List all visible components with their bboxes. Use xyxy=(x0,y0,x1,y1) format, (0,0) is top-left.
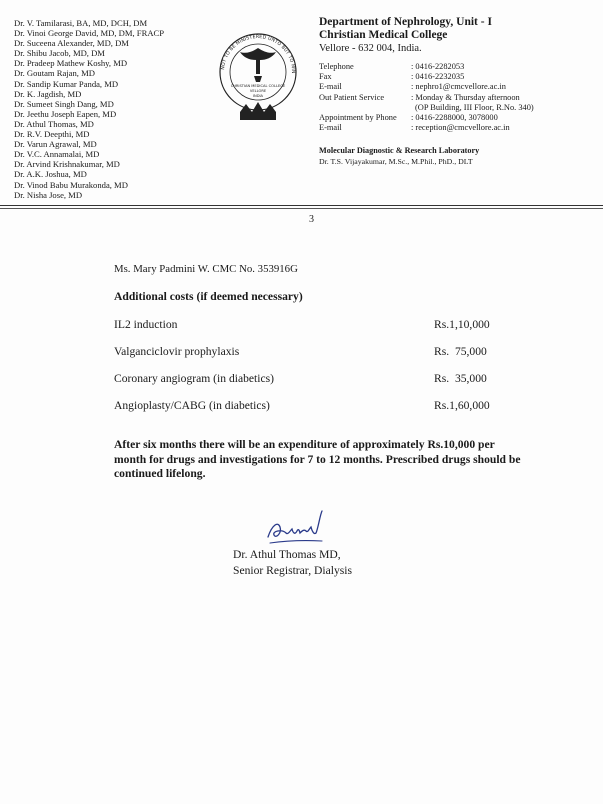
contact-row xyxy=(319,82,534,92)
contact-label xyxy=(319,103,411,113)
contact-row xyxy=(319,72,534,82)
patient-line: Ms. Mary Padmini W. CMC No. 353916G xyxy=(114,263,298,275)
doctor-name: Dr. V.C. Annamalai, MD xyxy=(14,149,100,160)
dove-icon xyxy=(240,48,276,74)
college-name: Christian Medical College xyxy=(319,29,448,41)
doctor-name: Dr. Arvind Krishnakumar, MD xyxy=(14,159,120,170)
doctor-name: Dr. Goutam Rajan, MD xyxy=(14,68,95,79)
contact-label: Appointment by Phone xyxy=(319,113,397,123)
crest-motto: NOT TO BE MINISTERED UNTO BUT TO MIN xyxy=(221,34,296,74)
doctors-list xyxy=(14,18,164,200)
header-divider xyxy=(0,205,603,206)
contact-row xyxy=(319,93,534,103)
signature-image xyxy=(262,507,336,547)
doctor-name: Dr. A.K. Joshua, MD xyxy=(14,169,87,180)
contact-row xyxy=(319,62,534,72)
doctor-name: Dr. Sandip Kumar Panda, MD xyxy=(14,78,119,89)
doctor-name: Dr. Athul Thomas, MD xyxy=(14,118,94,129)
contact-value: : 0416-2232035 xyxy=(411,72,465,82)
college-address: Vellore - 632 004, India. xyxy=(319,43,422,54)
doctor-name: Dr. Shibu Jacob, MD, DM xyxy=(14,48,105,59)
contact-value: : 0416-2282053 xyxy=(411,62,465,71)
department-name: Department of Nephrology, Unit - I xyxy=(319,16,492,28)
crest-text-country: INDIA xyxy=(252,94,264,98)
contact-row xyxy=(319,123,534,133)
contact-value: : Monday & Thursday afternoon xyxy=(411,92,520,102)
contact-row xyxy=(319,113,534,123)
contact-value: : nephro1@cmcvellore.ac.in xyxy=(411,82,506,92)
doctor-name: Dr. K. Jagdish, MD xyxy=(14,88,82,99)
contact-row xyxy=(319,103,534,113)
doctor-name: Dr. Vinoi George David, MD, DM, FRACP xyxy=(14,28,165,39)
crown-icon xyxy=(240,102,276,120)
doctor-name: Dr. V. Tamilarasi, BA, MD, DCH, DM xyxy=(14,18,148,28)
signer-role: Senior Registrar, Dialysis xyxy=(233,564,352,577)
college-crest-logo xyxy=(216,30,300,128)
contact-value: (OP Building, III Floor, R.No. 340) xyxy=(415,102,534,112)
doctor-name: Dr. Pradeep Mathew Koshy, MD xyxy=(14,58,128,69)
doctor-name: Dr. Sumeet Singh Dang, MD xyxy=(14,98,114,109)
cost-item: Angioplasty/CABG (in diabetics) xyxy=(114,399,270,412)
cost-amount: Rs. 75,000 xyxy=(434,345,487,358)
page-number: 3 xyxy=(309,214,314,225)
doctor-name: Dr. Jeethu Joseph Eapen, MD xyxy=(14,108,117,119)
doctor-name: Dr. Suceena Alexander, MD, DM xyxy=(14,38,129,49)
contact-label: E-mail xyxy=(319,82,342,92)
lab-title: Molecular Diagnostic & Research Laboratory xyxy=(319,146,480,155)
doctor-name: Dr. R.V. Deepthi, MD xyxy=(14,129,90,140)
signer-name: Dr. Athul Thomas MD, xyxy=(233,548,341,561)
cost-item: Valganciclovir prophylaxis xyxy=(114,345,240,358)
doctor-name: Dr. Nisha Jose, MD xyxy=(14,189,83,200)
contact-label: E-mail xyxy=(319,123,342,133)
cost-item: IL2 induction xyxy=(114,318,178,331)
cost-amount: Rs. 35,000 xyxy=(434,372,487,385)
costs-heading: Additional costs (if deemed necessary) xyxy=(114,290,303,303)
contact-value: : 0416-2288000, 3078000 xyxy=(411,113,498,123)
contact-label: Fax xyxy=(319,72,332,82)
cost-amount: Rs.1,60,000 xyxy=(434,399,490,412)
contact-details xyxy=(319,62,534,133)
expenditure-note: After six months there will be an expenditure of approximately Rs.10,000 per month for drugs and investigations for 7 to 12 months. Prescribed drugs should be continued lifelong. xyxy=(114,438,521,481)
header-divider xyxy=(0,208,603,209)
crest-text-city: VELLORE xyxy=(249,89,267,93)
doctor-name: Dr. Vinod Babu Murakonda, MD xyxy=(14,179,128,190)
crest-text-college: CHRISTIAN MEDICAL COLLEGE xyxy=(230,84,286,88)
lab-head: Dr. T.S. Vijayakumar, M.Sc., M.Phil., PhD., DLT xyxy=(319,157,473,166)
cost-item: Coronary angiogram (in diabetics) xyxy=(114,372,275,385)
contact-label: Telephone xyxy=(319,62,354,71)
doctor-name: Dr. Varun Agrawal, MD xyxy=(14,139,97,150)
contact-value: : reception@cmcvellore.ac.in xyxy=(411,123,510,133)
cost-amount: Rs.1,10,000 xyxy=(434,318,490,331)
contact-label: Out Patient Service xyxy=(319,92,385,102)
